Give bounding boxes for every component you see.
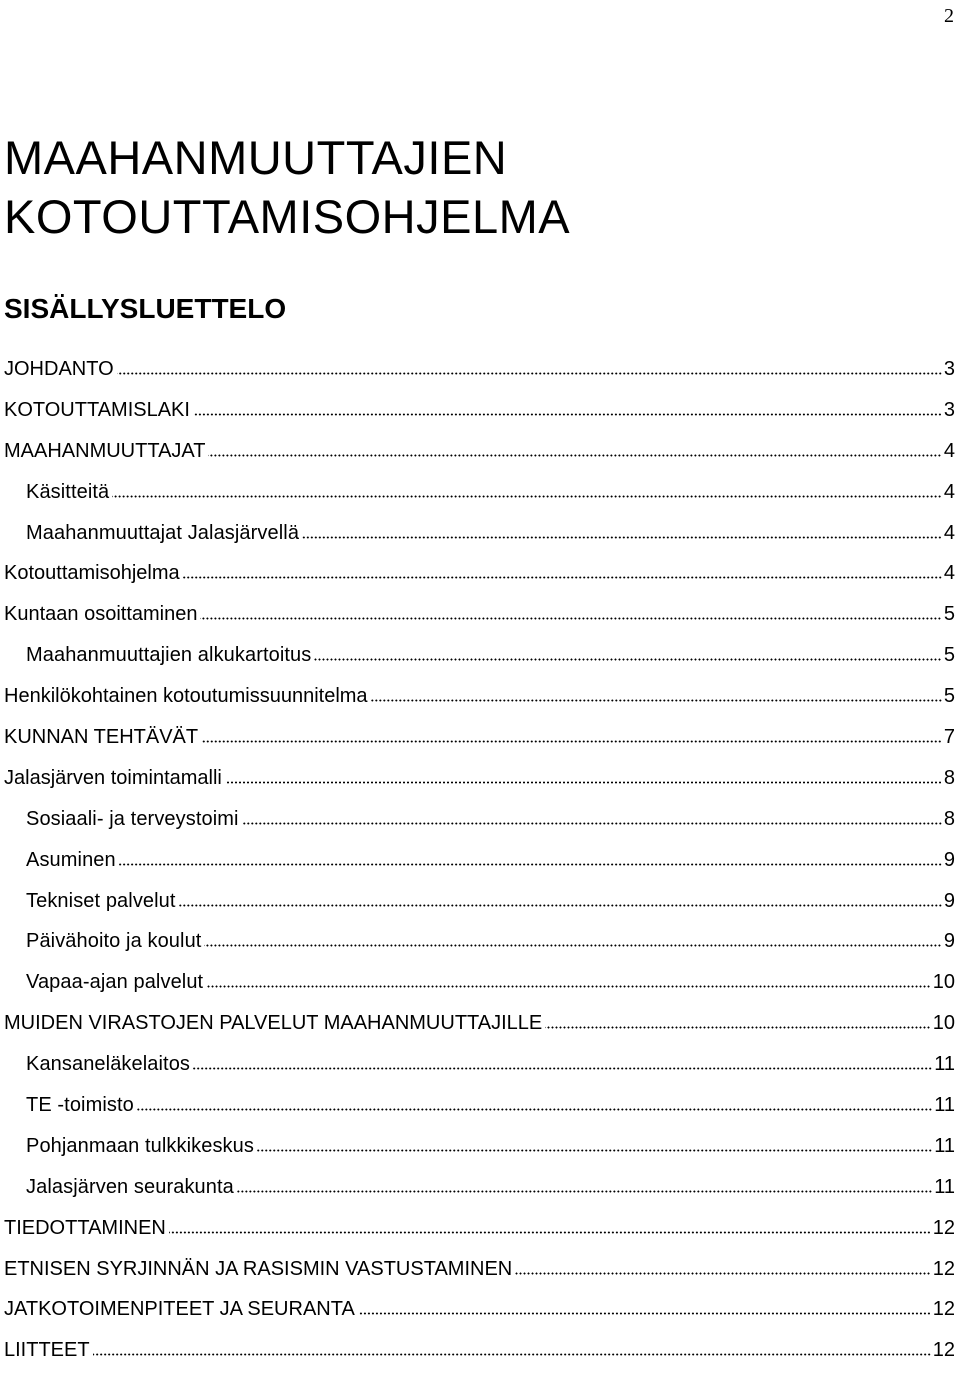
toc-entry-label: JATKOTOIMENPITEET JA SEURANTA	[4, 1298, 355, 1321]
toc-entry[interactable]	[4, 637, 955, 678]
toc-dot-leader	[237, 1190, 932, 1193]
toc-entry[interactable]	[4, 801, 955, 842]
toc-entry-page-number: 12	[932, 1257, 955, 1280]
toc-entry-label: ETNISEN SYRJINNÄN JA RASISMIN VASTUSTAMINEN	[4, 1257, 513, 1280]
toc-entry[interactable]	[4, 883, 955, 924]
toc-entry-page-number: 10	[932, 971, 955, 994]
toc-entry[interactable]	[4, 392, 955, 433]
toc-entry[interactable]	[4, 1169, 955, 1210]
toc-dot-leader	[314, 658, 941, 661]
toc-dot-leader	[208, 454, 941, 457]
toc-dot-leader	[112, 495, 942, 498]
toc-dot-leader	[358, 1312, 931, 1315]
toc-entry[interactable]	[4, 760, 955, 801]
toc-entry-page-number: 9	[943, 848, 955, 871]
toc-entry[interactable]	[4, 474, 955, 515]
toc-dot-leader	[515, 1272, 931, 1275]
toc-entry[interactable]	[4, 678, 955, 719]
toc-entry-label: Kotouttamisohjelma	[4, 562, 180, 585]
toc-entry-label: Käsitteitä	[26, 480, 110, 503]
toc-dot-leader	[204, 944, 941, 947]
toc-entry-label: KOTOUTTAMISLAKI	[4, 398, 190, 421]
toc-entry-page-number: 11	[934, 1094, 955, 1117]
toc-entry[interactable]	[4, 1291, 955, 1332]
toc-entry-label: Henkilökohtainen kotoutumissuunnitelma	[4, 685, 368, 708]
toc-dot-leader	[200, 617, 941, 620]
document-title-line-2: KOTOUTTAMISOHJELMA	[4, 190, 571, 243]
toc-entry-label: MAAHANMUUTTAJAT	[4, 439, 206, 462]
toc-entry-page-number: 9	[943, 930, 955, 953]
toc-entry-label: Päivähoito ja koulut	[26, 930, 202, 953]
toc-dot-leader	[302, 536, 942, 539]
toc-entry-page-number: 4	[943, 562, 955, 585]
toc-entry[interactable]	[4, 1251, 955, 1292]
document-title-line-1: MAAHANMUUTTAJIEN	[4, 131, 508, 184]
toc-dot-leader	[119, 863, 942, 866]
toc-entry-label: Asuminen	[26, 848, 116, 871]
toc-entry-page-number: 5	[943, 603, 955, 626]
toc-entry-page-number: 7	[943, 726, 955, 749]
document-title	[4, 128, 570, 246]
toc-entry-page-number: 11	[934, 1175, 955, 1198]
toc-entry-label: Jalasjärven seurakunta	[26, 1175, 234, 1198]
toc-entry-label: KUNNAN TEHTÄVÄT	[4, 726, 199, 749]
toc-dot-leader	[206, 985, 931, 988]
toc-entry-label: TIEDOTTAMINEN	[4, 1216, 166, 1239]
toc-entry[interactable]	[4, 1210, 955, 1251]
toc-entry-page-number: 3	[943, 358, 955, 380]
toc-entry[interactable]	[4, 1128, 955, 1169]
toc-entry-label: Pohjanmaan tulkkikeskus	[26, 1134, 254, 1157]
toc-entry-page-number: 4	[943, 521, 955, 544]
toc-dot-leader	[225, 781, 942, 784]
toc-dot-leader	[193, 1067, 932, 1070]
toc-entry[interactable]	[4, 1005, 955, 1046]
toc-entry-label: TE -toimisto	[26, 1094, 134, 1117]
toc-entry-page-number: 12	[932, 1298, 955, 1321]
table-of-contents	[4, 351, 955, 1373]
toc-entry-label: MUIDEN VIRASTOJEN PALVELUT MAAHANMUUTTAJILLE	[4, 1012, 543, 1035]
toc-dot-leader	[117, 372, 942, 375]
toc-entry-label: Maahanmuuttajat Jalasjärvellä	[26, 521, 300, 544]
toc-entry-page-number: 4	[943, 480, 955, 503]
toc-entry-label: Jalasjärven toimintamalli	[4, 766, 222, 789]
toc-entry-label: Vapaa-ajan palvelut	[26, 971, 204, 994]
toc-entry-page-number: 12	[932, 1216, 955, 1239]
toc-entry-label: JOHDANTO	[4, 358, 114, 380]
toc-dot-leader	[242, 822, 942, 825]
toc-dot-leader	[93, 1353, 931, 1356]
toc-dot-leader	[183, 576, 942, 579]
toc-entry-page-number: 8	[943, 807, 955, 830]
toc-entry-label: Kansaneläkelaitos	[26, 1053, 191, 1076]
toc-entry[interactable]	[4, 842, 955, 883]
toc-entry-page-number: 8	[943, 766, 955, 789]
toc-entry-page-number: 9	[943, 889, 955, 912]
toc-entry[interactable]	[4, 719, 955, 760]
toc-entry[interactable]	[4, 923, 955, 964]
toc-entry-label: Tekniset palvelut	[26, 889, 176, 912]
toc-dot-leader	[371, 699, 942, 702]
toc-entry[interactable]	[4, 1332, 955, 1373]
toc-heading: SISÄLLYSLUETTELO	[4, 293, 287, 324]
toc-dot-leader	[169, 1231, 931, 1234]
toc-dot-leader	[137, 1108, 932, 1111]
toc-entry[interactable]	[4, 555, 955, 596]
toc-entry-page-number: 5	[943, 644, 955, 667]
toc-entry-page-number: 4	[943, 439, 955, 462]
toc-entry-label: Kuntaan osoittaminen	[4, 603, 198, 626]
toc-dot-leader	[545, 1026, 930, 1029]
toc-entry[interactable]	[4, 1046, 955, 1087]
toc-dot-leader	[201, 740, 942, 743]
toc-dot-leader	[257, 1149, 932, 1152]
toc-entry-label: LIITTEET	[4, 1339, 90, 1362]
toc-entry-label: Maahanmuuttajien alkukartoitus	[26, 644, 312, 667]
toc-entry[interactable]	[4, 351, 955, 392]
toc-entry[interactable]	[4, 1087, 955, 1128]
toc-entry[interactable]	[4, 964, 955, 1005]
toc-entry[interactable]	[4, 596, 955, 637]
toc-entry-page-number: 12	[932, 1339, 955, 1362]
toc-entry-label: Sosiaali- ja terveystoimi	[26, 807, 239, 830]
toc-dot-leader	[179, 904, 942, 907]
toc-entry-page-number: 11	[934, 1134, 955, 1157]
toc-entry[interactable]	[4, 515, 955, 556]
toc-entry-page-number: 11	[934, 1053, 955, 1076]
toc-entry-page-number: 5	[943, 685, 955, 708]
page-number: 2	[944, 5, 954, 27]
toc-entry-page-number: 3	[943, 398, 955, 421]
toc-entry-page-number: 10	[932, 1012, 955, 1035]
toc-dot-leader	[193, 413, 942, 416]
toc-entry[interactable]	[4, 433, 955, 474]
